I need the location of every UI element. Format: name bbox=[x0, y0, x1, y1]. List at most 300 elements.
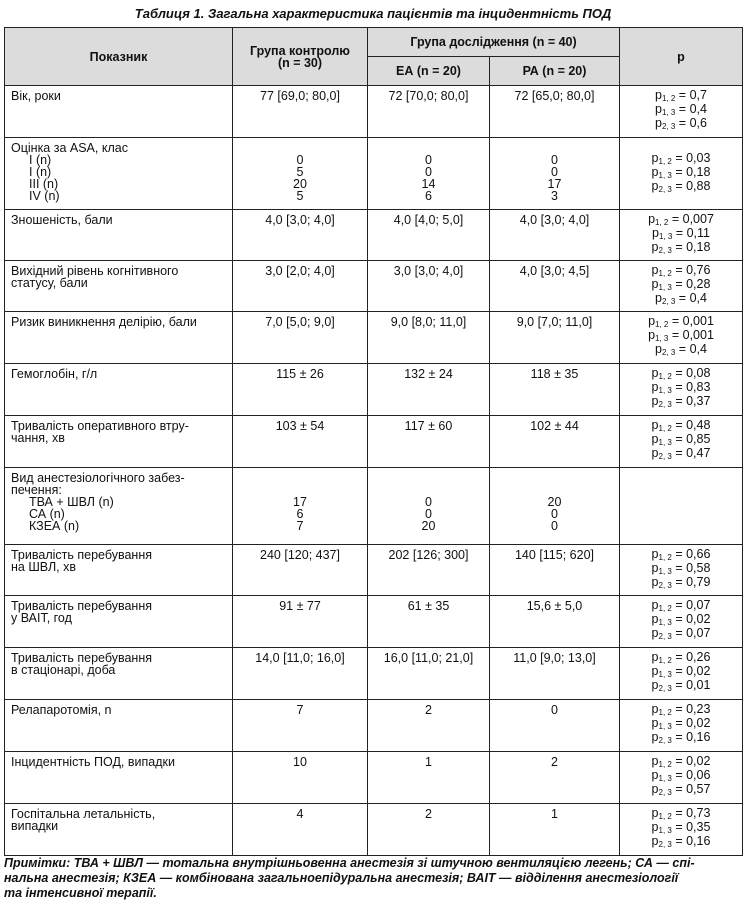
header-control bbox=[233, 28, 368, 86]
p-subscript: 1, 3 bbox=[655, 334, 669, 343]
cell-p bbox=[620, 545, 743, 596]
p-number: 0,7 bbox=[689, 88, 707, 102]
cell-value: 4,0 [4,0; 5,0] bbox=[393, 213, 464, 227]
p-value: $p_{2, 3} = 0,01$ bbox=[651, 678, 711, 693]
cell-p bbox=[620, 261, 743, 312]
p-number: 0,11 bbox=[686, 226, 710, 240]
p-value: $p_{2, 3} = 0,4$ bbox=[655, 342, 707, 357]
cell-c bbox=[233, 261, 368, 312]
cell-p bbox=[620, 752, 743, 804]
patients-table bbox=[4, 27, 743, 856]
cell-ea bbox=[368, 261, 490, 312]
cell-p bbox=[620, 210, 743, 261]
p-value: $p_{2, 3} = 0,07$ bbox=[651, 626, 711, 641]
cell-value: 0 bbox=[425, 153, 432, 167]
p-subscript: 1, 2 bbox=[658, 553, 672, 562]
cell-c bbox=[233, 648, 368, 700]
table-row bbox=[5, 596, 743, 648]
cell-ea bbox=[368, 468, 490, 545]
row-sublabel: СА (n) bbox=[29, 507, 65, 521]
p-value: $p_{2, 3} = 0,88$ bbox=[651, 179, 711, 194]
p-number: 0,16 bbox=[686, 834, 711, 848]
p-value: $p_{2, 3} = 0,79$ bbox=[651, 575, 711, 590]
cell-value: 20 bbox=[547, 495, 562, 509]
row-label bbox=[5, 210, 233, 261]
cell-value: 140 [115; 620] bbox=[514, 548, 594, 562]
p-number: 0,73 bbox=[686, 806, 711, 820]
cell-value: 7 bbox=[296, 519, 304, 533]
p-number: 0,66 bbox=[686, 547, 711, 561]
cell-value: 240 [120; 437] bbox=[260, 548, 340, 562]
p-subscript: 1, 2 bbox=[658, 604, 672, 613]
p-value: $p_{1, 3} = 0,02$ bbox=[651, 664, 711, 679]
p-value: $p_{2, 3} = 0,6$ bbox=[655, 116, 707, 131]
cell-value: 7 bbox=[296, 703, 304, 717]
p-value: $p_{1, 2} = 0,001$ bbox=[648, 314, 714, 329]
header-control-line2: (n = 30) bbox=[277, 55, 323, 70]
cell-value: 0 bbox=[296, 153, 304, 167]
cell-ra bbox=[490, 804, 620, 856]
cell-ea bbox=[368, 545, 490, 596]
p-number: 0,58 bbox=[686, 561, 711, 575]
cell-value: 2 bbox=[425, 807, 432, 821]
p-value: $p_{1, 2} = 0,76$ bbox=[651, 263, 711, 278]
header-ra: РА (n = 20) bbox=[490, 57, 620, 86]
cell-ra bbox=[490, 648, 620, 700]
cell-ea bbox=[368, 86, 490, 138]
p-subscript: 1, 2 bbox=[658, 812, 672, 821]
p-value: $p_{1, 3} = 0,02$ bbox=[651, 612, 711, 627]
p-number: 0,03 bbox=[686, 151, 711, 165]
table-row bbox=[5, 138, 743, 210]
p-subscript: 2, 3 bbox=[658, 185, 672, 194]
row-label-line: Вік, роки bbox=[11, 89, 61, 103]
p-number: 0,02 bbox=[686, 612, 711, 626]
cell-c bbox=[233, 596, 368, 648]
p-subscript: 1, 2 bbox=[658, 708, 672, 717]
row-label bbox=[5, 138, 233, 210]
p-value: $p_{1, 2} = 0,23$ bbox=[651, 702, 711, 717]
cell-c bbox=[233, 312, 368, 364]
p-value: $p_{1, 3} = 0,28$ bbox=[651, 277, 711, 292]
p-subscript: 1, 3 bbox=[658, 618, 672, 627]
cell-c bbox=[233, 468, 368, 545]
cell-value: 15,6 ± 5,0 bbox=[526, 599, 583, 613]
p-subscript: 1, 2 bbox=[658, 424, 672, 433]
cell-value: 72 [65,0; 80,0] bbox=[514, 89, 595, 103]
cell-value: 3 bbox=[551, 189, 558, 203]
p-subscript: 1, 3 bbox=[658, 670, 672, 679]
cell-ra bbox=[490, 700, 620, 752]
cell-value: 103 ± 54 bbox=[275, 419, 325, 433]
cell-ea bbox=[368, 804, 490, 856]
p-number: 0,16 bbox=[686, 730, 711, 744]
cell-ea bbox=[368, 416, 490, 468]
header-indicator: Показник bbox=[5, 28, 233, 86]
cell-value: 6 bbox=[425, 189, 432, 203]
cell-value: 3,0 [3,0; 4,0] bbox=[393, 264, 464, 278]
cell-p bbox=[620, 468, 743, 545]
row-label-line: Тривалість перебування bbox=[11, 599, 152, 613]
p-subscript: 1, 2 bbox=[658, 269, 672, 278]
table-caption: Таблиця 1. Загальна характеристика пацієнтів та інцидентність ПОД bbox=[134, 6, 612, 21]
cell-value: 77 [69,0; 80,0] bbox=[260, 89, 340, 103]
cell-value: 3,0 [2,0; 4,0] bbox=[265, 264, 335, 278]
row-label bbox=[5, 364, 233, 416]
p-number: 0,88 bbox=[686, 179, 711, 193]
row-label-line: статусу, бали bbox=[11, 276, 88, 290]
cell-value: 0 bbox=[425, 495, 432, 509]
p-subscript: 2, 3 bbox=[661, 297, 676, 306]
cell-value: 17 bbox=[547, 177, 562, 191]
cell-p bbox=[620, 138, 743, 210]
row-label-line: чання, хв bbox=[11, 431, 65, 445]
cell-value: 9,0 [8,0; 11,0] bbox=[390, 315, 467, 329]
cell-ra bbox=[490, 596, 620, 648]
row-label bbox=[5, 312, 233, 364]
p-subscript: 2, 3 bbox=[658, 246, 672, 255]
p-number: 0,23 bbox=[686, 702, 711, 716]
p-subscript: 2, 3 bbox=[658, 736, 672, 745]
cell-value: 117 ± 60 bbox=[404, 419, 453, 433]
cell-ea bbox=[368, 648, 490, 700]
cell-value: 0 bbox=[551, 507, 558, 521]
row-label bbox=[5, 86, 233, 138]
cell-c bbox=[233, 364, 368, 416]
row-sublabel: КЗЕА (n) bbox=[29, 519, 80, 533]
p-subscript: 1, 2 bbox=[658, 656, 672, 665]
notes-line: та інтенсивної терапії. bbox=[4, 886, 157, 900]
p-value: $p_{1, 3} = 0,83$ bbox=[651, 380, 711, 395]
row-sublabel: IV (n) bbox=[29, 189, 60, 203]
cell-value: 5 bbox=[296, 165, 304, 179]
p-number: 0,02 bbox=[686, 754, 711, 768]
p-subscript: 1, 2 bbox=[658, 157, 672, 166]
p-subscript: 1, 2 bbox=[655, 320, 669, 329]
p-number: 0,85 bbox=[686, 432, 711, 446]
notes-line: нальна анестезія; КЗЕА — комбінована загальноепідуральна анестезія; ВАІТ — відділення анестезіології bbox=[4, 871, 679, 885]
row-label-line: в стаціонарі, доба bbox=[11, 663, 116, 677]
cell-p bbox=[620, 648, 743, 700]
cell-value: 20 bbox=[293, 177, 307, 191]
p-value: $p_{1, 3} = 0,35$ bbox=[651, 820, 711, 835]
cell-ra bbox=[490, 210, 620, 261]
cell-value: 0 bbox=[551, 165, 558, 179]
p-subscript: 1, 3 bbox=[658, 722, 672, 731]
header-p: p bbox=[620, 28, 743, 86]
cell-ea bbox=[368, 364, 490, 416]
cell-value: 0 bbox=[551, 519, 558, 533]
p-subscript: 1, 2 bbox=[658, 372, 672, 381]
cell-ra bbox=[490, 138, 620, 210]
p-value: $p_{1, 3} = 0,11$ bbox=[652, 226, 710, 241]
cell-value: 10 bbox=[293, 755, 307, 769]
p-subscript: 1, 2 bbox=[661, 94, 676, 103]
row-label-line: Релапаротомія, n bbox=[11, 703, 112, 717]
p-value: $p_{2, 3} = 0,4$ bbox=[655, 291, 707, 306]
row-label-line: випадки bbox=[11, 819, 59, 833]
cell-ea bbox=[368, 596, 490, 648]
p-number: 0,57 bbox=[686, 782, 711, 796]
cell-p bbox=[620, 596, 743, 648]
cell-p bbox=[620, 364, 743, 416]
p-value: $p_{1, 3} = 0,58$ bbox=[651, 561, 711, 576]
cell-value: 61 ± 35 bbox=[407, 599, 450, 613]
p-value: $p_{1, 3} = 0,06$ bbox=[651, 768, 711, 783]
header-study: Група дослідження (n = 40) bbox=[368, 28, 620, 57]
p-subscript: 1, 3 bbox=[658, 567, 672, 576]
row-label bbox=[5, 648, 233, 700]
p-number: 0,47 bbox=[686, 446, 711, 460]
cell-c bbox=[233, 700, 368, 752]
p-number: 0,4 bbox=[689, 342, 707, 356]
p-subscript: 2, 3 bbox=[658, 632, 672, 641]
cell-c bbox=[233, 138, 368, 210]
p-subscript: 2, 3 bbox=[661, 348, 676, 357]
table-row bbox=[5, 804, 743, 856]
p-value: $p_{1, 2} = 0,7$ bbox=[655, 88, 707, 103]
cell-value: 202 [126; 300] bbox=[388, 548, 469, 562]
p-value: $p_{1, 2} = 0,66$ bbox=[651, 547, 711, 562]
p-subscript: 1, 2 bbox=[655, 218, 669, 227]
p-number: 0,76 bbox=[686, 263, 711, 277]
table-row bbox=[5, 468, 743, 545]
row-label-line: Ризик виникнення делірію, бали bbox=[11, 315, 197, 329]
cell-value: 6 bbox=[296, 507, 304, 521]
row-label-line: Інцидентність ПОД, випадки bbox=[11, 755, 175, 769]
p-value: $p_{1, 2} = 0,73$ bbox=[651, 806, 711, 821]
table-row bbox=[5, 700, 743, 752]
p-subscript: 1, 3 bbox=[661, 108, 676, 117]
cell-value: 17 bbox=[293, 495, 307, 509]
cell-value: 16,0 [11,0; 21,0] bbox=[383, 651, 474, 665]
p-subscript: 1, 3 bbox=[658, 774, 672, 783]
row-sublabel: I (n) bbox=[29, 165, 52, 179]
cell-ra bbox=[490, 312, 620, 364]
cell-c bbox=[233, 416, 368, 468]
cell-p bbox=[620, 416, 743, 468]
p-subscript: 1, 3 bbox=[658, 386, 672, 395]
p-subscript: 1, 3 bbox=[658, 826, 672, 835]
p-number: 0,08 bbox=[686, 366, 711, 380]
p-number: 0,4 bbox=[689, 291, 707, 305]
cell-value: 0 bbox=[551, 703, 558, 717]
row-label-line: Госпітальна летальність, bbox=[11, 807, 156, 821]
p-value: $p_{1, 2} = 0,26$ bbox=[651, 650, 711, 665]
p-number: 0,18 bbox=[686, 165, 711, 179]
cell-value: 4,0 [3,0; 4,0] bbox=[265, 213, 335, 227]
row-label bbox=[5, 804, 233, 856]
cell-value: 20 bbox=[421, 519, 436, 533]
row-label bbox=[5, 752, 233, 804]
cell-value: 91 ± 77 bbox=[279, 599, 321, 613]
cell-c bbox=[233, 545, 368, 596]
row-label-line: Гемоглобін, г/л bbox=[11, 367, 98, 381]
p-number: 0,26 bbox=[686, 650, 711, 664]
p-number: 0,35 bbox=[686, 820, 711, 834]
p-number: 0,79 bbox=[686, 575, 711, 589]
cell-value: 132 ± 24 bbox=[404, 367, 453, 381]
p-subscript: 1, 3 bbox=[658, 438, 672, 447]
cell-p bbox=[620, 804, 743, 856]
p-number: 0,001 bbox=[682, 328, 714, 342]
p-number: 0,06 bbox=[686, 768, 711, 782]
p-number: 0,6 bbox=[689, 116, 707, 130]
p-subscript: 1, 2 bbox=[658, 760, 672, 769]
p-value: $p_{2, 3} = 0,47$ bbox=[651, 446, 711, 461]
cell-ea bbox=[368, 138, 490, 210]
p-value: $p_{2, 3} = 0,37$ bbox=[651, 394, 711, 409]
cell-value: 14,0 [11,0; 16,0] bbox=[255, 651, 345, 665]
cell-value: 2 bbox=[425, 703, 432, 717]
p-subscript: 2, 3 bbox=[658, 400, 672, 409]
table-row bbox=[5, 364, 743, 416]
p-subscript: 2, 3 bbox=[661, 122, 676, 131]
row-label bbox=[5, 545, 233, 596]
p-number: 0,18 bbox=[686, 240, 711, 254]
cell-value: 72 [70,0; 80,0] bbox=[388, 89, 469, 103]
header-ea: ЕА (n = 20) bbox=[368, 57, 490, 86]
row-label bbox=[5, 700, 233, 752]
p-value: $p_{1, 2} = 0,48$ bbox=[651, 418, 711, 433]
p-value: $p_{2, 3} = 0,16$ bbox=[651, 834, 711, 849]
p-subscript: 2, 3 bbox=[658, 684, 672, 693]
p-value: $p_{1, 2} = 0,03$ bbox=[651, 151, 711, 166]
p-subscript: 1, 3 bbox=[658, 232, 673, 241]
cell-value: 0 bbox=[551, 153, 558, 167]
row-label-line: Тривалість перебування bbox=[11, 651, 152, 665]
row-label-line: Тривалість перебування bbox=[11, 548, 152, 562]
p-number: 0,07 bbox=[686, 598, 711, 612]
table-row bbox=[5, 210, 743, 261]
cell-value: 4,0 [3,0; 4,0] bbox=[519, 213, 590, 227]
p-value: $p_{1, 3} = 0,18$ bbox=[651, 165, 711, 180]
p-value: $p_{1, 3} = 0,001$ bbox=[648, 328, 714, 343]
cell-ea bbox=[368, 312, 490, 364]
row-label bbox=[5, 261, 233, 312]
cell-value: 4 bbox=[296, 807, 304, 821]
cell-ra bbox=[490, 468, 620, 545]
p-number: 0,48 bbox=[686, 418, 711, 432]
cell-value: 118 ± 35 bbox=[530, 367, 579, 381]
p-number: 0,4 bbox=[689, 102, 707, 116]
p-number: 0,001 bbox=[682, 314, 714, 328]
row-label-line: печення: bbox=[11, 483, 62, 497]
cell-p bbox=[620, 312, 743, 364]
table-body bbox=[5, 86, 743, 856]
row-label-line: Вид анестезіологічного забез- bbox=[11, 471, 185, 485]
cell-value: 0 bbox=[425, 165, 432, 179]
p-subscript: 1, 3 bbox=[658, 283, 672, 292]
table-row bbox=[5, 545, 743, 596]
p-number: 0,37 bbox=[686, 394, 711, 408]
cell-ra bbox=[490, 86, 620, 138]
row-label-line: на ШВЛ, хв bbox=[11, 560, 77, 574]
row-sublabel: III (n) bbox=[29, 177, 59, 191]
cell-ea bbox=[368, 210, 490, 261]
p-number: 0,01 bbox=[686, 678, 711, 692]
p-number: 0,02 bbox=[686, 716, 711, 730]
cell-c bbox=[233, 752, 368, 804]
p-value: $p_{1, 3} = 0,4$ bbox=[655, 102, 707, 117]
table-row bbox=[5, 86, 743, 138]
row-label bbox=[5, 416, 233, 468]
p-number: 0,83 bbox=[686, 380, 711, 394]
p-subscript: 2, 3 bbox=[658, 788, 672, 797]
cell-value: 11,0 [9,0; 13,0] bbox=[513, 651, 596, 665]
cell-value: 1 bbox=[551, 807, 558, 821]
cell-value: 4,0 [3,0; 4,5] bbox=[519, 264, 590, 278]
p-value: $p_{1, 3} = 0,85$ bbox=[651, 432, 711, 447]
table-row bbox=[5, 752, 743, 804]
cell-value: 1 bbox=[425, 755, 432, 769]
cell-c bbox=[233, 86, 368, 138]
table-row bbox=[5, 312, 743, 364]
p-value: $p_{1, 2} = 0,007$ bbox=[648, 212, 714, 227]
cell-p bbox=[620, 700, 743, 752]
row-label-line: Вихідний рівень когнітивного bbox=[11, 264, 179, 278]
cell-value: 102 ± 44 bbox=[530, 419, 579, 433]
cell-ra bbox=[490, 416, 620, 468]
table-row bbox=[5, 648, 743, 700]
p-subscript: 2, 3 bbox=[658, 581, 672, 590]
row-label bbox=[5, 596, 233, 648]
header-control-line1: Група контролю bbox=[250, 43, 350, 58]
p-value: $p_{1, 2} = 0,07$ bbox=[651, 598, 711, 613]
cell-p bbox=[620, 86, 743, 138]
row-sublabel: I (n) bbox=[29, 153, 52, 167]
cell-value: 115 ± 26 bbox=[276, 367, 324, 381]
cell-value: 9,0 [7,0; 11,0] bbox=[516, 315, 593, 329]
p-value: $p_{1, 2} = 0,02$ bbox=[651, 754, 711, 769]
p-value: $p_{2, 3} = 0,57$ bbox=[651, 782, 711, 797]
p-value: $p_{1, 3} = 0,02$ bbox=[651, 716, 711, 731]
p-subscript: 1, 3 bbox=[658, 171, 672, 180]
p-subscript: 2, 3 bbox=[658, 452, 672, 461]
cell-c bbox=[233, 210, 368, 261]
cell-value: 14 bbox=[421, 177, 436, 191]
table-row bbox=[5, 416, 743, 468]
cell-value: 0 bbox=[425, 507, 432, 521]
cell-value: 2 bbox=[551, 755, 558, 769]
cell-ra bbox=[490, 545, 620, 596]
row-sublabel: ТВА + ШВЛ (n) bbox=[29, 495, 114, 509]
cell-ea bbox=[368, 700, 490, 752]
p-number: 0,07 bbox=[686, 626, 711, 640]
cell-value: 5 bbox=[296, 189, 304, 203]
cell-c bbox=[233, 804, 368, 856]
cell-ra bbox=[490, 752, 620, 804]
cell-value: 7,0 [5,0; 9,0] bbox=[265, 315, 335, 329]
notes-line: Примітки: ТВА + ШВЛ — тотальна внутрішньовенна анестезія зі штучною вентиляцією легень; СА — спі- bbox=[4, 856, 695, 870]
row-label-line: Оцінка за ASA, клас bbox=[11, 141, 128, 155]
p-number: 0,02 bbox=[686, 664, 711, 678]
p-value: $p_{2, 3} = 0,18$ bbox=[651, 240, 711, 255]
p-subscript: 2, 3 bbox=[658, 840, 672, 849]
p-value: $p_{2, 3} = 0,16$ bbox=[651, 730, 711, 745]
row-label-line: у ВАІТ, год bbox=[11, 611, 72, 625]
row-label-line: Зношеність, бали bbox=[11, 213, 113, 227]
cell-ra bbox=[490, 261, 620, 312]
row-label bbox=[5, 468, 233, 545]
row-label-line: Тривалість оперативного втру- bbox=[11, 419, 189, 433]
cell-ea bbox=[368, 752, 490, 804]
p-number: 0,28 bbox=[686, 277, 711, 291]
cell-ra bbox=[490, 364, 620, 416]
table-notes bbox=[4, 856, 742, 901]
p-number: 0,007 bbox=[682, 212, 714, 226]
table-row bbox=[5, 261, 743, 312]
